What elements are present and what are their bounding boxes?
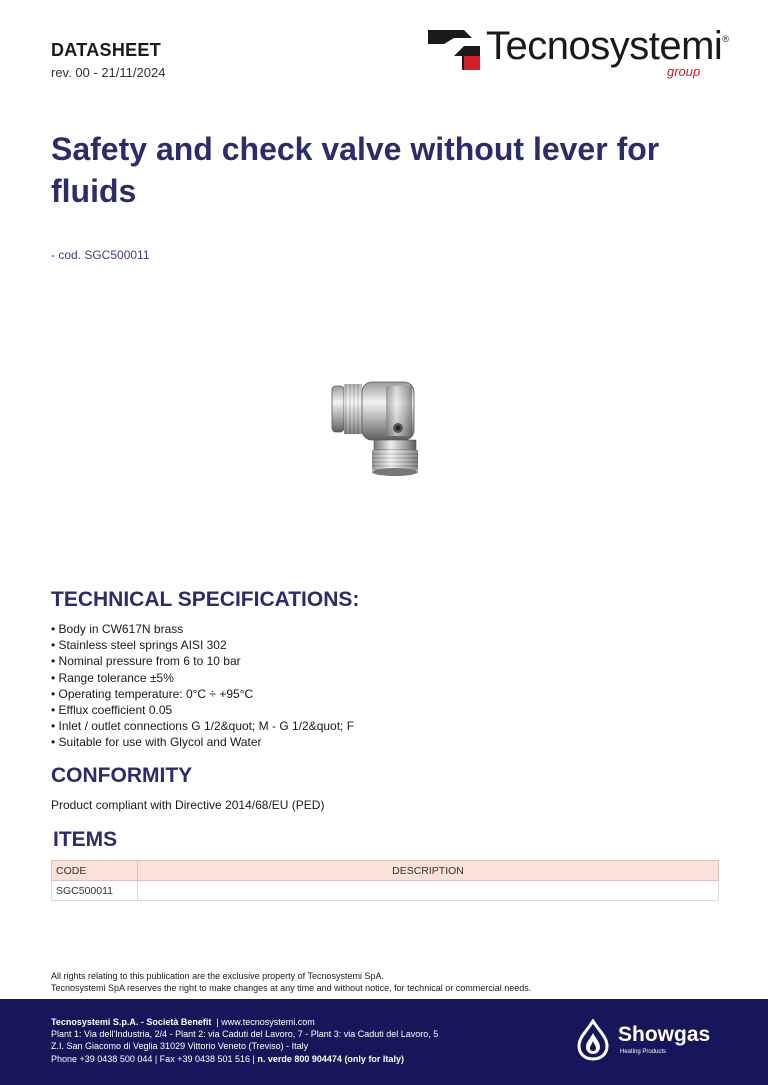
items-heading: ITEMS — [53, 828, 118, 851]
footer-company-name: Tecnosystemi S.p.A. - Società Benefit — [51, 1017, 212, 1027]
spec-item: • Suitable for use with Glycol and Water — [51, 734, 354, 750]
elbow-valve-photo-icon — [326, 378, 446, 478]
rights-line: Tecnosystemi SpA reserves the right to make changes at any time and without notice, for technical or commercial needs. — [51, 982, 532, 993]
tecnosystemi-mark-icon — [428, 30, 480, 70]
document-type-label: DATASHEET — [51, 40, 162, 60]
specs-list — [51, 621, 354, 751]
items-table — [51, 860, 719, 901]
footer-contact-info — [51, 1016, 438, 1065]
footer-plants: Plant 1: Via dell'Industria, 2/4 - Plant 2: via Caduti del Lavoro, 7 - Plant 3: via Caduti del Lavoro, 5 — [51, 1029, 439, 1040]
rights-notice — [51, 971, 531, 994]
tecnosystemi-logo — [428, 24, 729, 84]
footer-toll-free: n. verde 800 904474 (only for Italy) — [257, 1053, 404, 1064]
spec-item: • Operating temperature: 0°C ÷ +95°C — [51, 686, 354, 702]
showgas-drop-icon — [574, 1019, 612, 1061]
showgas-name: Showgas — [618, 1023, 711, 1046]
specs-heading: TECHNICAL SPECIFICATIONS: — [51, 588, 360, 611]
spec-item: • Efflux coefficient 0.05 — [51, 702, 354, 718]
showgas-logo — [574, 1019, 734, 1063]
conformity-heading: CONFORMITY — [51, 764, 193, 787]
spec-item: • Body in CW617N brass — [51, 621, 354, 637]
column-header-description: DESCRIPTION — [138, 861, 719, 881]
logo-group-text: group — [667, 64, 701, 79]
revision-date: rev. 00 - 21/11/2024 — [51, 65, 166, 80]
spec-item: • Range tolerance ±5% — [51, 670, 354, 686]
table-row — [52, 881, 719, 901]
table-header-row — [52, 861, 719, 881]
column-header-code: CODE — [52, 861, 138, 881]
spec-item: • Stainless steel springs AISI 302 — [51, 637, 354, 653]
footer-address: Z.I. San Giacomo di Veglia 31029 Vittorio Veneto (Treviso) - Italy — [51, 1041, 309, 1052]
logo-brand-text: Tecnosystemi® — [486, 24, 729, 68]
item-description-cell — [138, 881, 719, 901]
footer-phone-fax: Phone +39 0438 500 044 | Fax +39 0438 501 516 | — [51, 1053, 255, 1064]
product-code: - cod. SGC500011 — [51, 248, 150, 262]
showgas-subtitle: Heating Products — [620, 1049, 667, 1055]
spec-item: • Nominal pressure from 6 to 10 bar — [51, 653, 354, 669]
rights-line: All rights relating to this publication are the exclusive property of Tecnosystemi SpA. — [51, 971, 384, 981]
conformity-text: Product compliant with Directive 2014/68/EU (PED) — [51, 798, 325, 812]
spec-item: • Inlet / outlet connections G 1/2&quot; M - G 1/2&quot; F — [51, 718, 354, 734]
item-code-cell: SGC500011 — [52, 881, 138, 901]
footer — [0, 999, 768, 1085]
page-title: Safety and check valve without lever for fluids — [51, 131, 660, 209]
footer-website[interactable]: | www.tecnosystemi.com — [216, 1017, 315, 1027]
